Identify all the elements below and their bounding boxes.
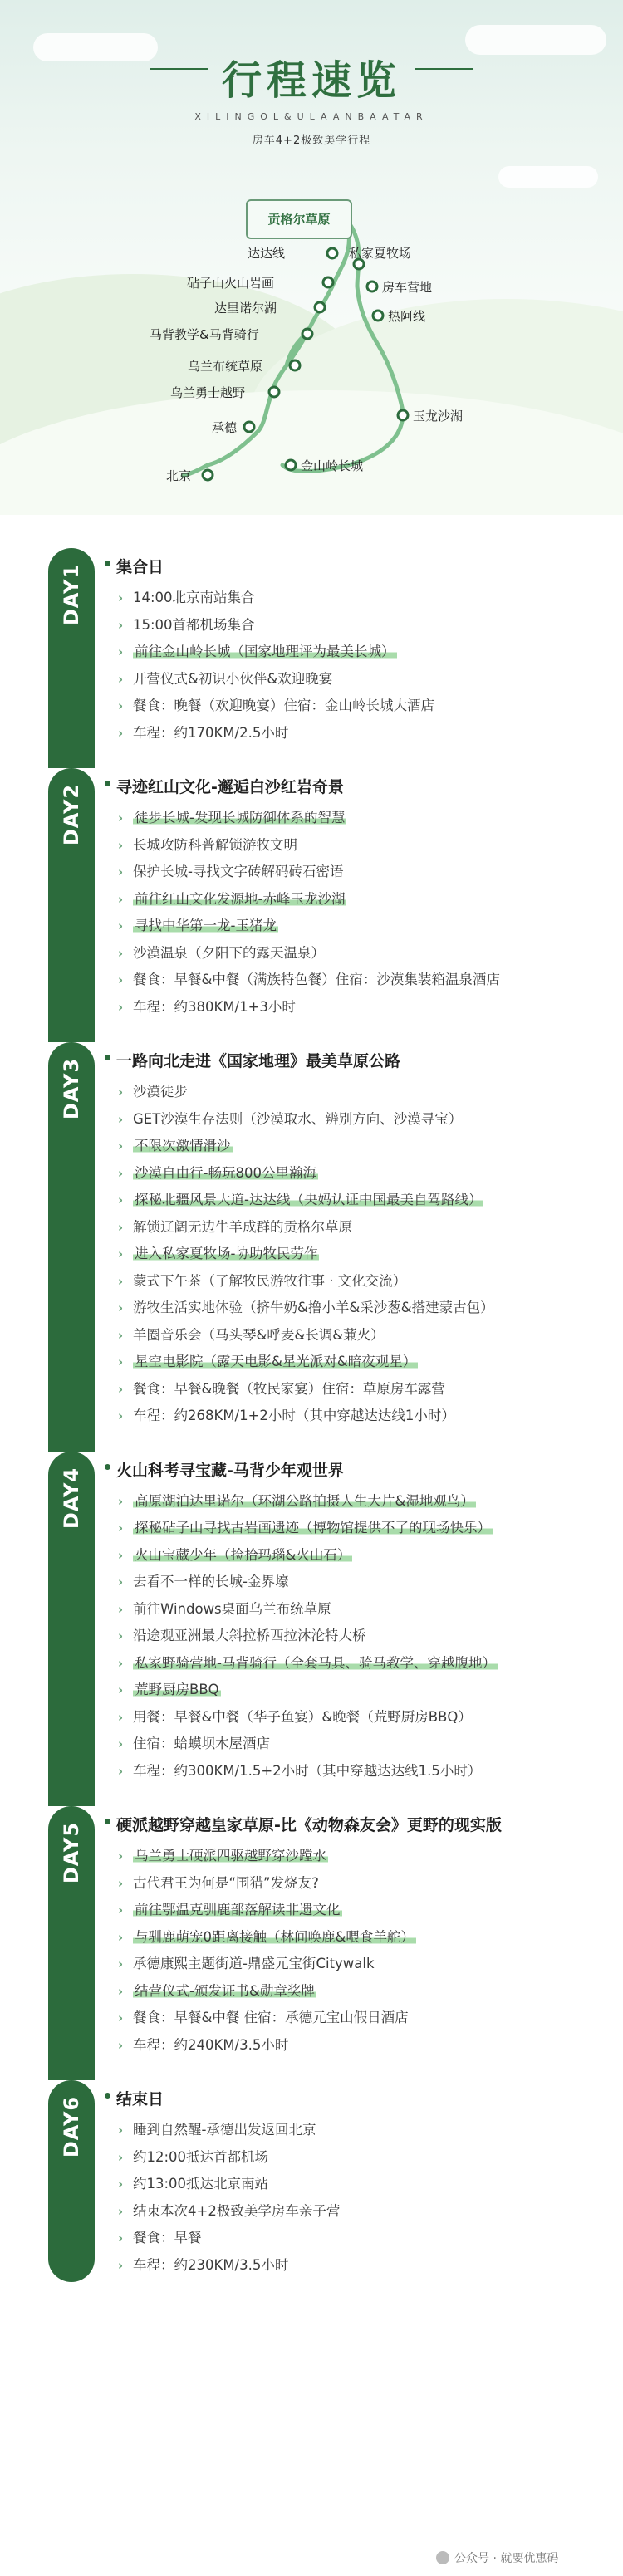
list-item-text: 约13:00抵达北京南站 — [133, 2176, 269, 2192]
chevron-right-icon: › — [118, 1327, 124, 1343]
subtitle-cn: 房车4+2极致美学行程 — [252, 135, 371, 147]
list-item-text: 沿途观亚洲最大斜拉桥西拉沐沦特大桥 — [133, 1628, 366, 1643]
list-item-text: 前往鄂温克驯鹿部落解读非遗文化 — [135, 1902, 341, 1917]
day-label — [48, 2085, 95, 2168]
map-label-wulan-offroad: 乌兰勇士越野 — [170, 385, 246, 400]
subtitle-en: XILINGOL&ULAANBAATAR — [194, 111, 429, 122]
list-item — [118, 614, 255, 634]
list-item — [118, 694, 434, 714]
map-node-rv-camp — [367, 282, 377, 291]
list-item — [118, 1598, 331, 1618]
list-item — [118, 1270, 406, 1290]
list-item-text: 车程：约170KM/2.5小时 — [133, 724, 289, 741]
list-item-text: 餐食：早餐 — [133, 2230, 202, 2245]
list-item — [118, 722, 288, 742]
list-item-text: 前往金山岭长城（国家地理评为最美长城） — [135, 644, 395, 659]
list-item — [118, 1324, 385, 1344]
list-item-text: 去看不一样的长城-金界壕 — [133, 1574, 289, 1589]
list-item-text: 不限次激情滑沙 — [135, 1138, 231, 1153]
day-label-text: DAY2 — [60, 783, 83, 846]
chevron-right-icon: › — [118, 2203, 124, 2219]
chevron-right-icon: › — [118, 972, 124, 987]
day-label — [48, 553, 95, 636]
map-label-jinshanling: 金山岭长城 — [301, 458, 364, 473]
list-item — [118, 1678, 221, 1698]
map-label-beijing: 北京 — [166, 468, 192, 483]
list-item — [118, 1760, 481, 1780]
chevron-right-icon: › — [118, 725, 124, 741]
list-item-text: 保护长城-寻找文字砖解码砖石密语 — [133, 864, 344, 879]
list-item — [118, 1188, 483, 1208]
chevron-right-icon: › — [118, 1682, 124, 1697]
map-node-wulan-offroad — [269, 387, 279, 397]
day-title: 硬派越野穿越皇家草原-比《动物森友会》更野的现实版 — [116, 1813, 502, 1835]
day-title: 寻迹红山文化-邂逅白沙红岩奇景 — [116, 775, 344, 797]
list-item-text: 古代君王为何是“围猎”发烧友? — [133, 1874, 319, 1891]
chevron-right-icon: › — [118, 2177, 124, 2192]
list-item-text: 私家野骑营地-马背骑行（全套马具、骑马教学、穿越腹地） — [135, 1654, 496, 1671]
list-item — [118, 640, 397, 660]
chevron-right-icon: › — [118, 2257, 124, 2273]
list-item-text: 进入私家夏牧场-协助牧民劳作 — [135, 1246, 318, 1261]
day-label-text: DAY3 — [60, 1057, 83, 1120]
chevron-right-icon: › — [118, 864, 124, 879]
list-item-text: 羊圈音乐会（马头琴&呼麦&长调&蒹火） — [133, 1326, 385, 1343]
chevron-right-icon: › — [118, 999, 124, 1015]
list-item — [118, 2254, 288, 2274]
list-item-text: 沙漠自由行-畅玩800公里瀚海 — [135, 1164, 316, 1181]
day-label-text: DAY4 — [60, 1467, 83, 1529]
map-node-beijing — [203, 470, 213, 480]
list-item-text: 徒步长城-发现长城防御体系的智慧 — [135, 810, 346, 825]
list-item-text: 寻找中华第一龙-玉猪龙 — [135, 918, 277, 933]
day-label — [48, 1811, 95, 1894]
day-title: 一路向北走进《国家地理》最美草原公路 — [116, 1049, 400, 1071]
map-node-reguo — [373, 311, 383, 321]
list-item — [118, 2146, 268, 2166]
chevron-right-icon: › — [118, 918, 124, 933]
list-item-text: 餐食：早餐&中餐 住宿：承德元宝山假日酒店 — [133, 2010, 409, 2025]
list-item-text: 前往Windows桌面乌兰布统草原 — [133, 1600, 331, 1617]
list-item — [118, 2118, 316, 2138]
map-label-wulan: 乌兰布统草原 — [188, 359, 263, 374]
list-item — [118, 1404, 455, 1424]
chevron-right-icon: › — [118, 1521, 124, 1535]
list-item — [118, 1872, 319, 1892]
list-item-text: 乌兰勇士硬派四驱越野穿沙蹚水 — [135, 1848, 326, 1863]
list-item — [118, 860, 343, 880]
footer — [436, 2549, 558, 2566]
list-item-text: 车程：约230KM/3.5小时 — [133, 2256, 289, 2273]
day-title: 结束日 — [116, 2087, 164, 2109]
list-item — [118, 2200, 340, 2220]
chevron-right-icon: › — [118, 811, 124, 825]
chevron-right-icon: › — [118, 891, 124, 907]
chevron-right-icon: › — [118, 1547, 124, 1563]
day-label — [48, 1047, 95, 1130]
list-item — [118, 1952, 375, 1972]
list-item — [118, 2034, 288, 2054]
list-item-text: 车程：约380KM/1+3小时 — [133, 998, 296, 1015]
list-item — [118, 1162, 318, 1182]
list-item-text: 长城攻防科普解锁游牧文明 — [133, 836, 297, 853]
chevron-right-icon: › — [118, 837, 124, 853]
list-item-text: 开营仪式&初识小伙伴&欢迎晚宴 — [133, 670, 333, 687]
map-node-jinshanling — [286, 460, 296, 470]
day-title: 集合日 — [116, 555, 164, 577]
list-item — [118, 1980, 316, 2000]
list-item-text: 住宿：蛤蟆坝木屋酒店 — [133, 1736, 270, 1751]
map-label-rv-camp: 房车营地 — [382, 280, 433, 295]
list-item-text: 睡到自然醒-承德出发返回北京 — [133, 2122, 316, 2138]
chevron-right-icon: › — [118, 1381, 124, 1397]
rv-sign-gonggeer: 贡格尔草原 — [246, 199, 352, 239]
list-item — [118, 1350, 418, 1370]
list-item-text: 车程：约300KM/1.5+2小时（其中穿越达达线1.5小时） — [133, 1762, 482, 1779]
chevron-right-icon: › — [118, 644, 124, 659]
list-item-text: 约12:00抵达首都机场 — [133, 2148, 269, 2165]
route-map — [0, 0, 623, 515]
list-item — [118, 1080, 188, 1100]
chevron-right-icon: › — [118, 1849, 124, 1863]
map-node-wulan — [290, 360, 300, 370]
chevron-right-icon: › — [118, 2010, 124, 2025]
chevron-right-icon: › — [118, 671, 124, 687]
footer-text: 公众号 · 就要优惠码 — [454, 2552, 559, 2565]
chevron-right-icon: › — [118, 1763, 124, 1779]
chevron-right-icon: › — [118, 1875, 124, 1891]
list-item — [118, 1732, 270, 1752]
chevron-right-icon: › — [118, 1408, 124, 1423]
list-item — [118, 942, 325, 962]
chevron-right-icon: › — [118, 1300, 124, 1315]
list-item-text: 14:00北京南站集合 — [133, 590, 255, 605]
list-item — [118, 806, 346, 826]
wechat-icon — [436, 2551, 449, 2564]
list-item — [118, 2006, 409, 2026]
list-item-text: 解锁辽阔无边牛羊成群的贡格尔草原 — [133, 1218, 352, 1235]
day-label-text: DAY6 — [60, 2095, 83, 2158]
list-item-text: 车程：约268KM/1+2小时（其中穿越达达线1小时） — [133, 1408, 455, 1423]
list-item — [118, 834, 297, 854]
map-label-horse: 马背教学&马背骑行 — [150, 327, 259, 342]
list-item — [118, 1296, 494, 1316]
list-item — [118, 1624, 366, 1644]
list-item — [118, 914, 278, 934]
day-label — [48, 773, 95, 856]
map-label-dada: 达达线 — [248, 246, 286, 261]
chevron-right-icon: › — [118, 1354, 124, 1369]
list-item-text: 探秘北疆风景大道-达达线（央妈认证中国最美自驾路线） — [135, 1192, 483, 1207]
list-item — [118, 1898, 342, 1918]
header — [0, 0, 623, 515]
list-item — [118, 1378, 445, 1398]
list-item-text: 游牧生活实地体验（挤牛奶&撸小羊&采沙葱&搭建蒙古包） — [133, 1300, 494, 1315]
list-item-text: 荒野厨房BBQ — [135, 1682, 219, 1697]
list-item-text: 餐食：早餐&中餐（满族特色餐）住宿：沙漠集装箱温泉酒店 — [133, 972, 500, 987]
chevron-right-icon: › — [118, 2123, 124, 2138]
chevron-right-icon: › — [118, 590, 124, 605]
list-item-text: GET沙漠生存法则（沙漠取水、辨别方向、沙漠寻宝） — [133, 1110, 463, 1127]
chevron-right-icon: › — [118, 1655, 124, 1671]
map-node-dada — [327, 248, 337, 258]
list-item — [118, 2172, 268, 2192]
chevron-right-icon: › — [118, 1903, 124, 1917]
list-item — [118, 1108, 462, 1128]
list-item — [118, 1490, 476, 1510]
chevron-right-icon: › — [118, 1165, 124, 1181]
day-label-text: DAY5 — [60, 1821, 83, 1884]
chevron-right-icon: › — [118, 1709, 124, 1725]
list-item-text: 高原湖泊达里诺尔（环湖公路拍摄人生大片&湿地观鸟） — [135, 1492, 474, 1509]
list-item-text: 车程：约240KM/3.5小时 — [133, 2036, 289, 2053]
chevron-right-icon: › — [118, 1273, 124, 1289]
list-item-text: 用餐：早餐&中餐（华子鱼宴）&晚餐（荒野厨房BBQ） — [133, 1708, 472, 1725]
list-item — [118, 1134, 233, 1154]
list-item — [118, 1544, 352, 1564]
list-item — [118, 996, 296, 1016]
chevron-right-icon: › — [118, 1493, 124, 1509]
map-node-dalinuoer — [315, 302, 325, 312]
page-title: 行程速览 — [221, 57, 401, 104]
list-item-text: 探秘砧子山寻找古岩画遗迹（博物馆提供不了的现场快乐） — [135, 1520, 491, 1535]
list-item — [118, 888, 346, 908]
list-item — [118, 968, 500, 988]
map-label-yulong: 玉龙沙湖 — [413, 409, 464, 424]
map-node-zhanzi — [323, 277, 333, 287]
list-item — [118, 1926, 416, 1946]
chevron-right-icon: › — [118, 1219, 124, 1235]
chevron-right-icon: › — [118, 2149, 124, 2165]
list-item-text: 火山宝藏少年（捡拾玛瑙&火山石） — [135, 1546, 351, 1563]
chevron-right-icon: › — [118, 1574, 124, 1589]
day-title: 火山科考寻宝藏-马背少年观世界 — [116, 1458, 344, 1481]
list-item-text: 餐食：晚餐（欢迎晚宴）住宿：金山岭长城大酒店 — [133, 698, 434, 713]
map-label-reguo: 热阿线 — [388, 309, 426, 324]
day-label — [48, 1457, 95, 1540]
chevron-right-icon: › — [118, 617, 124, 633]
map-node-yulong — [398, 410, 408, 420]
list-item-text: 蒙式下午茶（了解牧民游牧往事 · 文化交流） — [133, 1272, 407, 1289]
list-item-text: 沙漠徒步 — [133, 1084, 188, 1099]
map-label-dalinuoer: 达里诺尔湖 — [214, 301, 277, 316]
map-node-horse — [302, 329, 312, 339]
list-item-text: 与驯鹿萌宠0距离接触（林间唤鹿&喂食羊舵） — [135, 1928, 415, 1945]
list-item-text: 前往红山文化发源地-赤峰玉龙沙湖 — [135, 890, 346, 907]
map-node-chengde — [244, 422, 254, 432]
list-item-text: 结营仪式-颁发证书&勋章奖牌 — [135, 1982, 315, 1999]
list-item-text: 承德康熙主题街道-鼎盛元宝街Citywalk — [133, 1956, 375, 1971]
list-item — [118, 1216, 352, 1236]
list-item — [118, 586, 255, 606]
chevron-right-icon: › — [118, 2037, 124, 2053]
chevron-right-icon: › — [118, 1956, 124, 1971]
chevron-right-icon: › — [118, 1983, 124, 1999]
list-item — [118, 668, 332, 688]
chevron-right-icon: › — [118, 2231, 124, 2245]
chevron-right-icon: › — [118, 1246, 124, 1261]
map-label-zhanzi: 砧子山火山岩画 — [187, 276, 275, 291]
list-item-text: 餐食：早餐&晚餐（牧民家宴）住宿：草原房车露营 — [133, 1380, 445, 1397]
list-item — [118, 1570, 288, 1590]
chevron-right-icon: › — [118, 1193, 124, 1207]
chevron-right-icon: › — [118, 1929, 124, 1945]
list-item — [118, 1706, 472, 1726]
chevron-right-icon: › — [118, 1085, 124, 1099]
list-item-text: 星空电影院（露天电影&星光派对&暗夜观星） — [135, 1354, 417, 1369]
chevron-right-icon: › — [118, 1111, 124, 1127]
chevron-right-icon: › — [118, 1139, 124, 1153]
chevron-right-icon: › — [118, 1736, 124, 1751]
chevron-right-icon: › — [118, 698, 124, 713]
list-item — [118, 1516, 493, 1536]
list-item — [118, 1652, 498, 1672]
list-item-text: 结束本次4+2极致美学房车亲子营 — [133, 2202, 341, 2219]
day-label-text: DAY1 — [60, 563, 83, 626]
map-label-private: 私家夏牧场 — [349, 246, 412, 261]
list-item-text: 沙漠温泉（夕阳下的露天温泉） — [133, 944, 325, 961]
list-item-text: 15:00首都机场集合 — [133, 616, 255, 633]
chevron-right-icon: › — [118, 1601, 124, 1617]
map-label-chengde: 承德 — [212, 420, 238, 435]
list-item — [118, 2226, 202, 2246]
list-item — [118, 1844, 328, 1864]
list-item — [118, 1242, 319, 1262]
chevron-right-icon: › — [118, 1628, 124, 1643]
chevron-right-icon: › — [118, 945, 124, 961]
